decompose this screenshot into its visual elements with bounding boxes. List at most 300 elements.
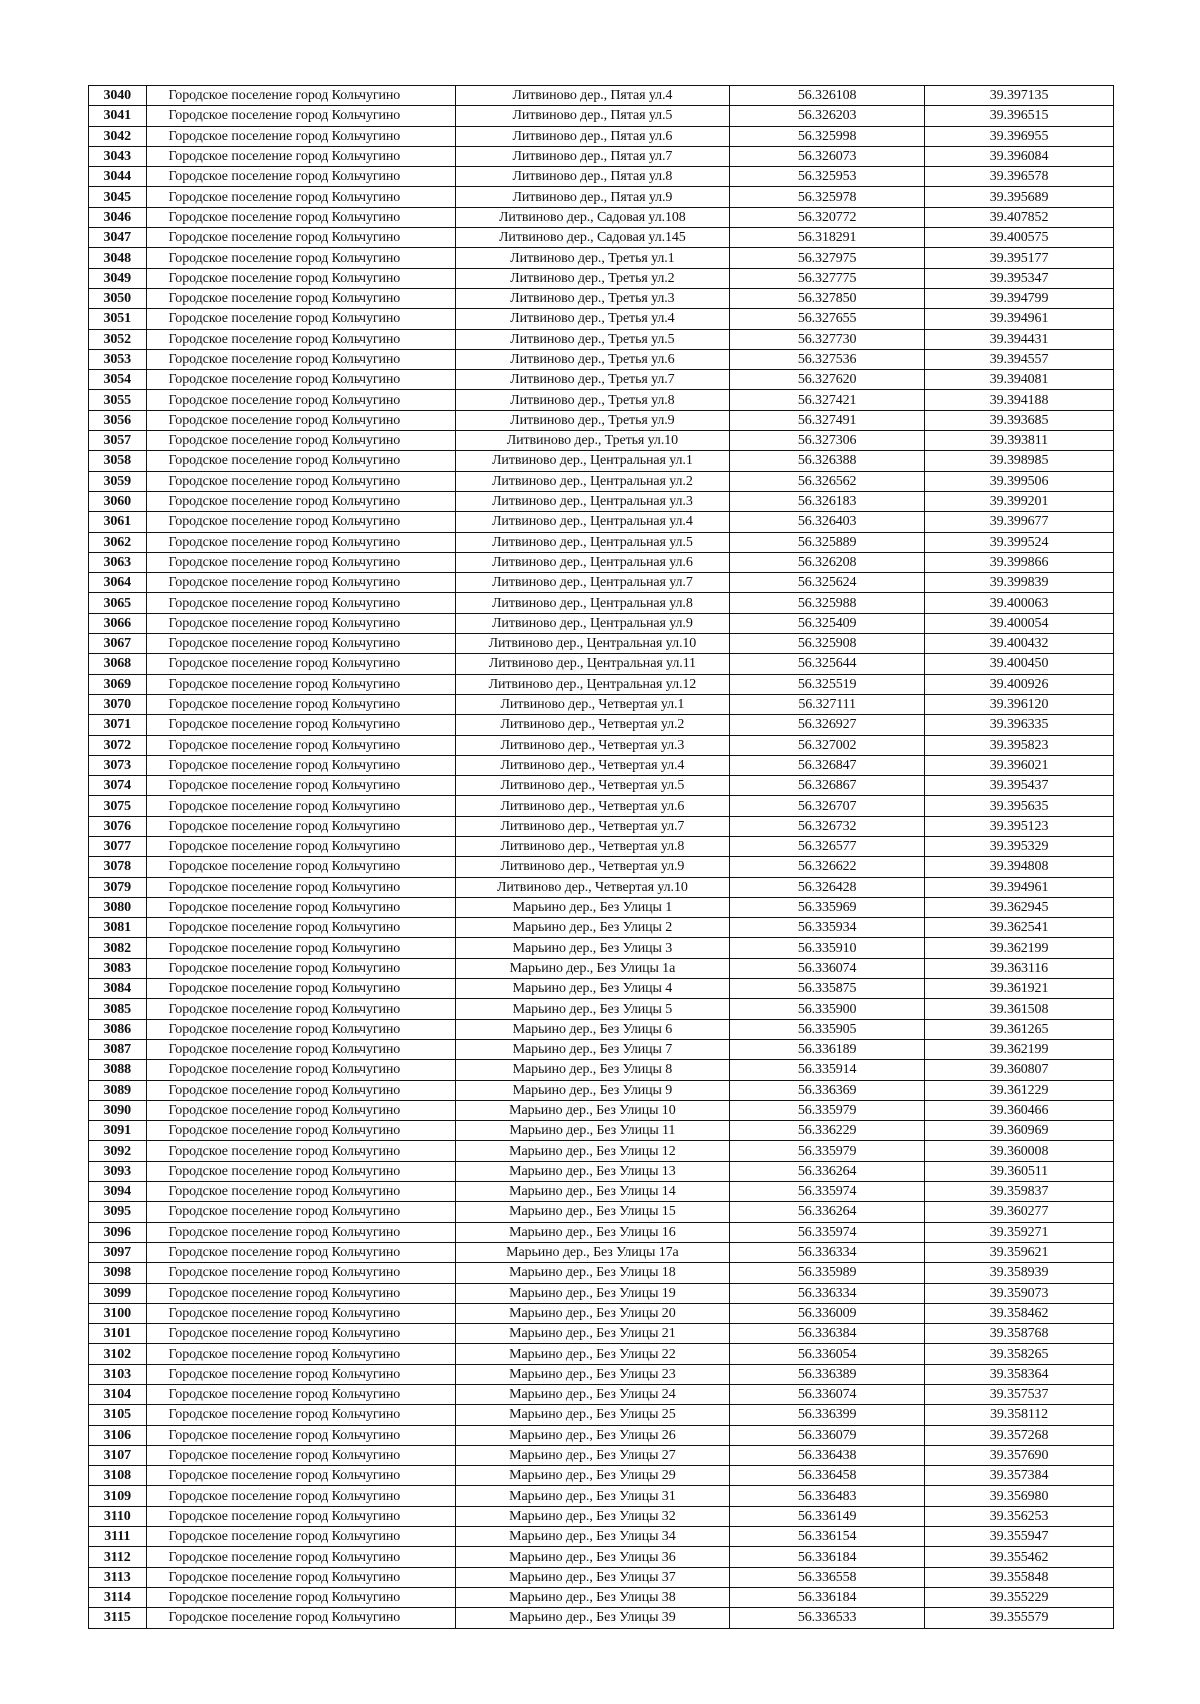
address-cell: Марьино дер., Без Улицы 19	[455, 1283, 730, 1303]
record-number-cell: 3042	[89, 126, 147, 146]
address-cell: Литвиново дер., Четвертая ул.5	[455, 776, 730, 796]
settlement-cell: Городское поселение город Кольчугино	[146, 918, 455, 938]
longitude-cell: 39.356253	[925, 1506, 1114, 1526]
address-cell: Марьино дер., Без Улицы 10	[455, 1100, 730, 1120]
latitude-cell: 56.336558	[730, 1567, 925, 1587]
longitude-cell: 39.360466	[925, 1100, 1114, 1120]
latitude-cell: 56.326867	[730, 776, 925, 796]
address-cell: Литвиново дер., Третья ул.9	[455, 410, 730, 430]
latitude-cell: 56.326388	[730, 451, 925, 471]
record-number-cell: 3085	[89, 999, 147, 1019]
longitude-cell: 39.362199	[925, 938, 1114, 958]
latitude-cell: 56.336458	[730, 1466, 925, 1486]
record-number-cell: 3082	[89, 938, 147, 958]
settlement-cell: Городское поселение город Кольчугино	[146, 167, 455, 187]
settlement-cell: Городское поселение город Кольчугино	[146, 1547, 455, 1567]
record-number-cell: 3077	[89, 836, 147, 856]
record-number-cell: 3087	[89, 1039, 147, 1059]
latitude-cell: 56.326108	[730, 86, 925, 106]
latitude-cell: 56.336533	[730, 1608, 925, 1628]
table-row	[89, 370, 1114, 390]
latitude-cell: 56.325409	[730, 613, 925, 633]
record-number-cell: 3096	[89, 1222, 147, 1242]
settlement-cell: Городское поселение город Кольчугино	[146, 1019, 455, 1039]
table-row	[89, 167, 1114, 187]
latitude-cell: 56.336369	[730, 1080, 925, 1100]
longitude-cell: 39.363116	[925, 958, 1114, 978]
latitude-cell: 56.335969	[730, 897, 925, 917]
record-number-cell: 3061	[89, 512, 147, 532]
settlement-cell: Городское поселение город Кольчугино	[146, 958, 455, 978]
record-number-cell: 3047	[89, 228, 147, 248]
latitude-cell: 56.335989	[730, 1263, 925, 1283]
address-cell: Литвиново дер., Пятая ул.6	[455, 126, 730, 146]
record-number-cell: 3108	[89, 1466, 147, 1486]
record-number-cell: 3101	[89, 1324, 147, 1344]
address-cell: Литвиново дер., Центральная ул.7	[455, 573, 730, 593]
table-row	[89, 1324, 1114, 1344]
latitude-cell: 56.326562	[730, 471, 925, 491]
address-cell: Литвиново дер., Четвертая ул.1	[455, 694, 730, 714]
address-cell: Марьино дер., Без Улицы 37	[455, 1567, 730, 1587]
record-number-cell: 3110	[89, 1506, 147, 1526]
longitude-cell: 39.360008	[925, 1141, 1114, 1161]
longitude-cell: 39.361265	[925, 1019, 1114, 1039]
address-cell: Марьино дер., Без Улицы 31	[455, 1486, 730, 1506]
latitude-cell: 56.336438	[730, 1445, 925, 1465]
settlement-cell: Городское поселение город Кольчугино	[146, 451, 455, 471]
longitude-cell: 39.396578	[925, 167, 1114, 187]
longitude-cell: 39.357268	[925, 1425, 1114, 1445]
latitude-cell: 56.336389	[730, 1364, 925, 1384]
longitude-cell: 39.355947	[925, 1527, 1114, 1547]
address-cell: Литвиново дер., Центральная ул.4	[455, 512, 730, 532]
settlement-cell: Городское поселение город Кольчугино	[146, 1445, 455, 1465]
address-cell: Марьино дер., Без Улицы 7	[455, 1039, 730, 1059]
record-number-cell: 3093	[89, 1161, 147, 1181]
table-row	[89, 86, 1114, 106]
record-number-cell: 3074	[89, 776, 147, 796]
table-row	[89, 146, 1114, 166]
table-row	[89, 1466, 1114, 1486]
settlement-cell: Городское поселение город Кольчугино	[146, 979, 455, 999]
longitude-cell: 39.355579	[925, 1608, 1114, 1628]
address-cell: Литвиново дер., Пятая ул.7	[455, 146, 730, 166]
longitude-cell: 39.359271	[925, 1222, 1114, 1242]
table-row	[89, 207, 1114, 227]
settlement-cell: Городское поселение город Кольчугино	[146, 776, 455, 796]
settlement-cell: Городское поселение город Кольчугино	[146, 897, 455, 917]
record-number-cell: 3073	[89, 755, 147, 775]
latitude-cell: 56.326847	[730, 755, 925, 775]
table-row	[89, 979, 1114, 999]
address-cell: Марьино дер., Без Улицы 34	[455, 1527, 730, 1547]
record-number-cell: 3114	[89, 1587, 147, 1607]
settlement-cell: Городское поселение город Кольчугино	[146, 187, 455, 207]
address-cell: Литвиново дер., Центральная ул.8	[455, 593, 730, 613]
latitude-cell: 56.336079	[730, 1425, 925, 1445]
record-number-cell: 3097	[89, 1242, 147, 1262]
longitude-cell: 39.358768	[925, 1324, 1114, 1344]
record-number-cell: 3089	[89, 1080, 147, 1100]
table-row	[89, 1039, 1114, 1059]
address-cell: Литвиново дер., Центральная ул.3	[455, 491, 730, 511]
latitude-cell: 56.336149	[730, 1506, 925, 1526]
settlement-cell: Городское поселение город Кольчугино	[146, 1121, 455, 1141]
latitude-cell: 56.335979	[730, 1100, 925, 1120]
record-number-cell: 3090	[89, 1100, 147, 1120]
record-number-cell: 3056	[89, 410, 147, 430]
latitude-cell: 56.327850	[730, 288, 925, 308]
settlement-cell: Городское поселение город Кольчугино	[146, 1242, 455, 1262]
address-cell: Марьино дер., Без Улицы 32	[455, 1506, 730, 1526]
longitude-cell: 39.394557	[925, 349, 1114, 369]
table-row	[89, 897, 1114, 917]
address-cell: Марьино дер., Без Улицы 11	[455, 1121, 730, 1141]
table-row	[89, 654, 1114, 674]
settlement-cell: Городское поселение город Кольчугино	[146, 654, 455, 674]
latitude-cell: 56.327536	[730, 349, 925, 369]
longitude-cell: 39.395689	[925, 187, 1114, 207]
longitude-cell: 39.362541	[925, 918, 1114, 938]
latitude-cell: 56.336399	[730, 1405, 925, 1425]
longitude-cell: 39.396515	[925, 106, 1114, 126]
latitude-cell: 56.326403	[730, 512, 925, 532]
address-cell: Литвиново дер., Центральная ул.11	[455, 654, 730, 674]
record-number-cell: 3105	[89, 1405, 147, 1425]
latitude-cell: 56.335875	[730, 979, 925, 999]
latitude-cell: 56.326707	[730, 796, 925, 816]
record-number-cell: 3065	[89, 593, 147, 613]
settlement-cell: Городское поселение город Кольчугино	[146, 857, 455, 877]
latitude-cell: 56.326428	[730, 877, 925, 897]
longitude-cell: 39.395177	[925, 248, 1114, 268]
longitude-cell: 39.359073	[925, 1283, 1114, 1303]
record-number-cell: 3053	[89, 349, 147, 369]
longitude-cell: 39.398985	[925, 451, 1114, 471]
address-cell: Марьино дер., Без Улицы 38	[455, 1587, 730, 1607]
table-row	[89, 349, 1114, 369]
latitude-cell: 56.326203	[730, 106, 925, 126]
settlement-cell: Городское поселение город Кольчугино	[146, 370, 455, 390]
record-number-cell: 3076	[89, 816, 147, 836]
record-number-cell: 3070	[89, 694, 147, 714]
settlement-cell: Городское поселение город Кольчугино	[146, 248, 455, 268]
address-cell: Марьино дер., Без Улицы 20	[455, 1303, 730, 1323]
longitude-cell: 39.400432	[925, 634, 1114, 654]
settlement-cell: Городское поселение город Кольчугино	[146, 207, 455, 227]
record-number-cell: 3050	[89, 288, 147, 308]
record-number-cell: 3058	[89, 451, 147, 471]
table-row	[89, 1242, 1114, 1262]
longitude-cell: 39.355848	[925, 1567, 1114, 1587]
table-row	[89, 512, 1114, 532]
longitude-cell: 39.360511	[925, 1161, 1114, 1181]
record-number-cell: 3057	[89, 431, 147, 451]
table-row	[89, 106, 1114, 126]
table-row	[89, 613, 1114, 633]
table-row	[89, 735, 1114, 755]
longitude-cell: 39.395347	[925, 268, 1114, 288]
longitude-cell: 39.357690	[925, 1445, 1114, 1465]
latitude-cell: 56.327975	[730, 248, 925, 268]
table-row	[89, 248, 1114, 268]
address-cell: Литвиново дер., Пятая ул.4	[455, 86, 730, 106]
latitude-cell: 56.336074	[730, 958, 925, 978]
settlement-cell: Городское поселение город Кольчугино	[146, 735, 455, 755]
settlement-cell: Городское поселение город Кольчугино	[146, 1405, 455, 1425]
latitude-cell: 56.336334	[730, 1283, 925, 1303]
address-cell: Марьино дер., Без Улицы 12	[455, 1141, 730, 1161]
address-cell: Литвиново дер., Центральная ул.10	[455, 634, 730, 654]
record-number-cell: 3083	[89, 958, 147, 978]
address-cell: Марьино дер., Без Улицы 5	[455, 999, 730, 1019]
longitude-cell: 39.361921	[925, 979, 1114, 999]
settlement-cell: Городское поселение город Кольчугино	[146, 1344, 455, 1364]
record-number-cell: 3072	[89, 735, 147, 755]
table-row	[89, 816, 1114, 836]
longitude-cell: 39.396955	[925, 126, 1114, 146]
longitude-cell: 39.399524	[925, 532, 1114, 552]
settlement-cell: Городское поселение город Кольчугино	[146, 1527, 455, 1547]
record-number-cell: 3055	[89, 390, 147, 410]
settlement-cell: Городское поселение город Кольчугино	[146, 694, 455, 714]
table-row	[89, 1506, 1114, 1526]
longitude-cell: 39.394808	[925, 857, 1114, 877]
longitude-cell: 39.399677	[925, 512, 1114, 532]
table-row	[89, 126, 1114, 146]
latitude-cell: 56.336054	[730, 1344, 925, 1364]
address-cell: Марьино дер., Без Улицы 23	[455, 1364, 730, 1384]
longitude-cell: 39.407852	[925, 207, 1114, 227]
record-number-cell: 3054	[89, 370, 147, 390]
address-cell: Литвиново дер., Четвертая ул.2	[455, 715, 730, 735]
table-row	[89, 491, 1114, 511]
address-cell: Литвиново дер., Третья ул.7	[455, 370, 730, 390]
record-number-cell: 3115	[89, 1608, 147, 1628]
table-row	[89, 1019, 1114, 1039]
longitude-cell: 39.358265	[925, 1344, 1114, 1364]
record-number-cell: 3080	[89, 897, 147, 917]
table-row	[89, 1060, 1114, 1080]
table-row	[89, 552, 1114, 572]
latitude-cell: 56.336264	[730, 1161, 925, 1181]
longitude-cell: 39.359621	[925, 1242, 1114, 1262]
settlement-cell: Городское поселение город Кольчугино	[146, 715, 455, 735]
latitude-cell: 56.335905	[730, 1019, 925, 1039]
settlement-cell: Городское поселение город Кольчугино	[146, 1222, 455, 1242]
table-row	[89, 877, 1114, 897]
record-number-cell: 3043	[89, 146, 147, 166]
record-number-cell: 3091	[89, 1121, 147, 1141]
table-row	[89, 451, 1114, 471]
address-cell: Марьино дер., Без Улицы 14	[455, 1182, 730, 1202]
table-body	[89, 86, 1114, 1629]
record-number-cell: 3064	[89, 573, 147, 593]
latitude-cell: 56.327111	[730, 694, 925, 714]
record-number-cell: 3104	[89, 1385, 147, 1405]
record-number-cell: 3045	[89, 187, 147, 207]
settlement-cell: Городское поселение город Кольчугино	[146, 268, 455, 288]
table-row	[89, 1405, 1114, 1425]
address-cell: Марьино дер., Без Улицы 13	[455, 1161, 730, 1181]
longitude-cell: 39.358112	[925, 1405, 1114, 1425]
latitude-cell: 56.326208	[730, 552, 925, 572]
longitude-cell: 39.360277	[925, 1202, 1114, 1222]
record-number-cell: 3048	[89, 248, 147, 268]
address-cell: Литвиново дер., Пятая ул.5	[455, 106, 730, 126]
longitude-cell: 39.399866	[925, 552, 1114, 572]
settlement-cell: Городское поселение город Кольчугино	[146, 1506, 455, 1526]
longitude-cell: 39.400063	[925, 593, 1114, 613]
latitude-cell: 56.336154	[730, 1527, 925, 1547]
table-row	[89, 1364, 1114, 1384]
settlement-cell: Городское поселение город Кольчугино	[146, 816, 455, 836]
record-number-cell: 3094	[89, 1182, 147, 1202]
latitude-cell: 56.325978	[730, 187, 925, 207]
table-row	[89, 410, 1114, 430]
longitude-cell: 39.399506	[925, 471, 1114, 491]
settlement-cell: Городское поселение город Кольчугино	[146, 796, 455, 816]
latitude-cell: 56.335979	[730, 1141, 925, 1161]
record-number-cell: 3067	[89, 634, 147, 654]
table-row	[89, 1161, 1114, 1181]
latitude-cell: 56.336384	[730, 1324, 925, 1344]
table-row	[89, 1141, 1114, 1161]
address-cell: Литвиново дер., Центральная ул.5	[455, 532, 730, 552]
settlement-cell: Городское поселение город Кольчугино	[146, 410, 455, 430]
latitude-cell: 56.326927	[730, 715, 925, 735]
address-cell: Литвиново дер., Третья ул.8	[455, 390, 730, 410]
record-number-cell: 3084	[89, 979, 147, 999]
latitude-cell: 56.327306	[730, 431, 925, 451]
longitude-cell: 39.395123	[925, 816, 1114, 836]
settlement-cell: Городское поселение город Кольчугино	[146, 938, 455, 958]
table-row	[89, 776, 1114, 796]
table-row	[89, 1283, 1114, 1303]
table-row	[89, 918, 1114, 938]
address-cell: Литвиново дер., Центральная ул.6	[455, 552, 730, 572]
longitude-cell: 39.397135	[925, 86, 1114, 106]
table-row	[89, 1344, 1114, 1364]
settlement-cell: Городское поселение город Кольчугино	[146, 1324, 455, 1344]
longitude-cell: 39.360969	[925, 1121, 1114, 1141]
record-number-cell: 3086	[89, 1019, 147, 1039]
address-cell: Литвиново дер., Четвертая ул.3	[455, 735, 730, 755]
latitude-cell: 56.336189	[730, 1039, 925, 1059]
table-row	[89, 593, 1114, 613]
address-cell: Литвиново дер., Третья ул.10	[455, 431, 730, 451]
settlement-cell: Городское поселение город Кольчугино	[146, 1364, 455, 1384]
latitude-cell: 56.336184	[730, 1547, 925, 1567]
record-number-cell: 3081	[89, 918, 147, 938]
record-number-cell: 3095	[89, 1202, 147, 1222]
record-number-cell: 3078	[89, 857, 147, 877]
address-coordinates-table	[88, 85, 1114, 1629]
record-number-cell: 3112	[89, 1547, 147, 1567]
settlement-cell: Городское поселение город Кольчугино	[146, 634, 455, 654]
longitude-cell: 39.395635	[925, 796, 1114, 816]
record-number-cell: 3102	[89, 1344, 147, 1364]
longitude-cell: 39.360807	[925, 1060, 1114, 1080]
latitude-cell: 56.326732	[730, 816, 925, 836]
address-cell: Марьино дер., Без Улицы 18	[455, 1263, 730, 1283]
settlement-cell: Городское поселение город Кольчугино	[146, 431, 455, 451]
address-cell: Литвиново дер., Четвертая ул.8	[455, 836, 730, 856]
address-cell: Марьино дер., Без Улицы 25	[455, 1405, 730, 1425]
latitude-cell: 56.327620	[730, 370, 925, 390]
latitude-cell: 56.336264	[730, 1202, 925, 1222]
table-row	[89, 268, 1114, 288]
table-row	[89, 836, 1114, 856]
table-row	[89, 187, 1114, 207]
latitude-cell: 56.336334	[730, 1242, 925, 1262]
longitude-cell: 39.358462	[925, 1303, 1114, 1323]
table-row	[89, 755, 1114, 775]
settlement-cell: Городское поселение город Кольчугино	[146, 1039, 455, 1059]
longitude-cell: 39.396021	[925, 755, 1114, 775]
latitude-cell: 56.335910	[730, 938, 925, 958]
address-cell: Литвиново дер., Третья ул.5	[455, 329, 730, 349]
longitude-cell: 39.394799	[925, 288, 1114, 308]
address-cell: Литвиново дер., Центральная ул.9	[455, 613, 730, 633]
settlement-cell: Городское поселение город Кольчугино	[146, 1425, 455, 1445]
table-row	[89, 471, 1114, 491]
latitude-cell: 56.335934	[730, 918, 925, 938]
latitude-cell: 56.326622	[730, 857, 925, 877]
table-row	[89, 634, 1114, 654]
latitude-cell: 56.325998	[730, 126, 925, 146]
record-number-cell: 3062	[89, 532, 147, 552]
address-cell: Литвиново дер., Третья ул.1	[455, 248, 730, 268]
latitude-cell: 56.335900	[730, 999, 925, 1019]
table-row	[89, 938, 1114, 958]
settlement-cell: Городское поселение город Кольчугино	[146, 836, 455, 856]
address-cell: Марьино дер., Без Улицы 3	[455, 938, 730, 958]
table-row	[89, 1222, 1114, 1242]
table-row	[89, 1486, 1114, 1506]
record-number-cell: 3103	[89, 1364, 147, 1384]
address-cell: Литвиново дер., Третья ул.6	[455, 349, 730, 369]
address-cell: Марьино дер., Без Улицы 4	[455, 979, 730, 999]
longitude-cell: 39.396120	[925, 694, 1114, 714]
address-cell: Марьино дер., Без Улицы 1	[455, 897, 730, 917]
settlement-cell: Городское поселение город Кольчугино	[146, 613, 455, 633]
latitude-cell: 56.335914	[730, 1060, 925, 1080]
table-row	[89, 1587, 1114, 1607]
record-number-cell: 3069	[89, 674, 147, 694]
settlement-cell: Городское поселение город Кольчугино	[146, 288, 455, 308]
settlement-cell: Городское поселение город Кольчугино	[146, 491, 455, 511]
longitude-cell: 39.359837	[925, 1182, 1114, 1202]
table-row	[89, 329, 1114, 349]
record-number-cell: 3071	[89, 715, 147, 735]
latitude-cell: 56.325644	[730, 654, 925, 674]
address-cell: Марьино дер., Без Улицы 21	[455, 1324, 730, 1344]
table-row	[89, 573, 1114, 593]
address-cell: Марьино дер., Без Улицы 29	[455, 1466, 730, 1486]
table-row	[89, 309, 1114, 329]
record-number-cell: 3041	[89, 106, 147, 126]
address-cell: Марьино дер., Без Улицы 1а	[455, 958, 730, 978]
address-cell: Литвиново дер., Третья ул.4	[455, 309, 730, 329]
settlement-cell: Городское поселение город Кольчугино	[146, 106, 455, 126]
longitude-cell: 39.393811	[925, 431, 1114, 451]
table-row	[89, 674, 1114, 694]
address-cell: Марьино дер., Без Улицы 15	[455, 1202, 730, 1222]
longitude-cell: 39.399839	[925, 573, 1114, 593]
address-cell: Марьино дер., Без Улицы 8	[455, 1060, 730, 1080]
